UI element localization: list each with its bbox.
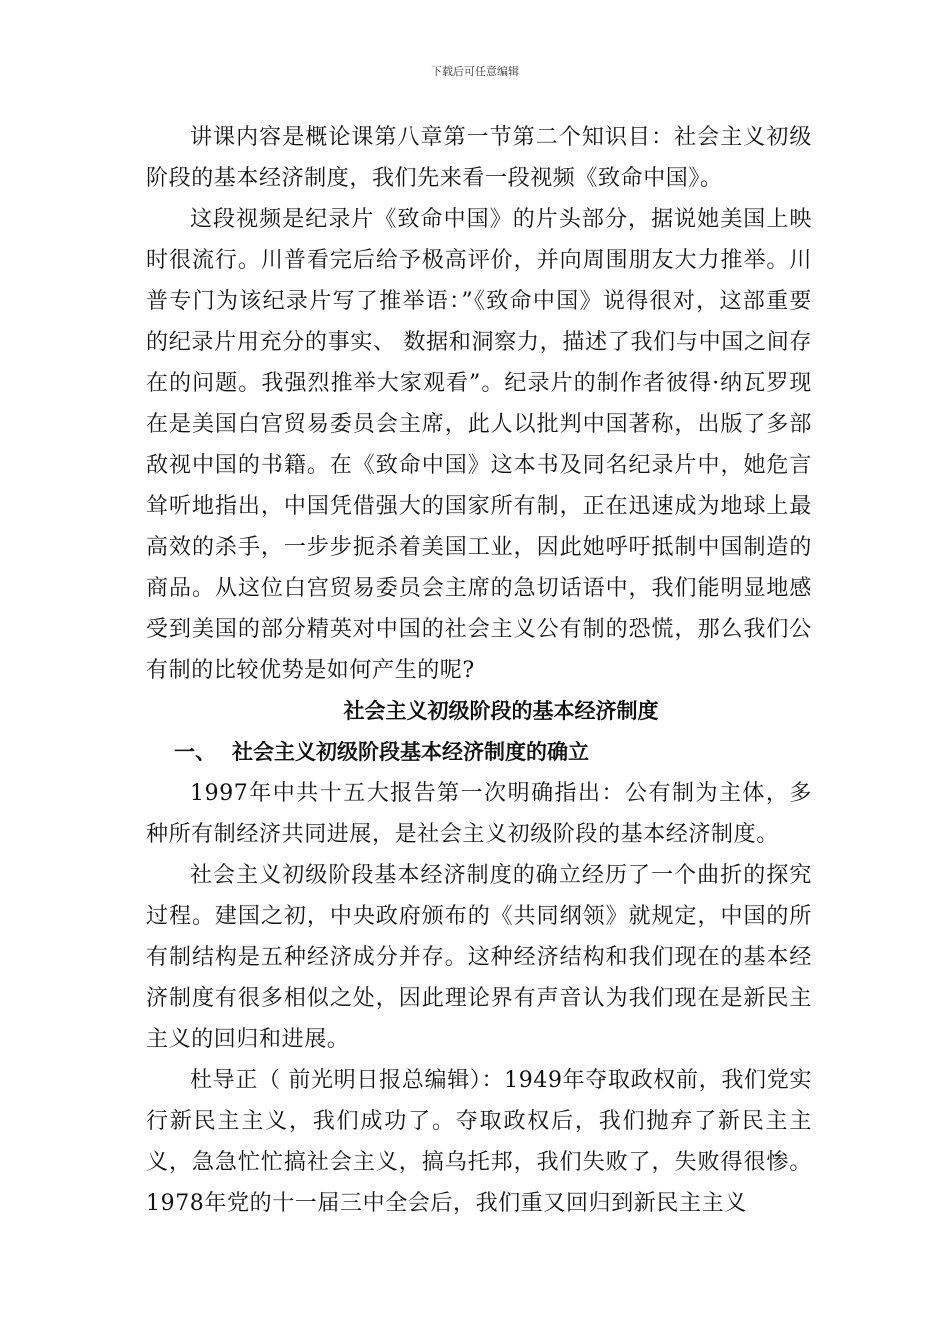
paragraph-documentary: 这段视频是纪录片《致命中国》的片头部分，据说她美国上映时很流行。川普看完后给予极高评价，并向周围朋友大力推举。川普专门为该纪录片写了推举语：”《致命中国》说得很对，这部重要的纪录片用充分的事实、 数据和洞察力，描述了我们与中国之间存在的问题。我强烈推举大家观看”。纪录片的制作者彼得·纳瓦罗现在是美国白宫贸易委员会主席，此人以批判中国著称，出版了多部敌视中国的书籍。在《致命中国》这本书及同名纪录片中，她危言耸听地指出，中国凭借强大的国家所有制，正在迅速成为地球上最高效的杀手，一步步扼杀着美国工业，因此她呼吁抵制中国制造的商品。从这位白宫贸易委员会主席的急切话语中，我们能明显地感受到美国的部分精英对中国的社会主义公有制的恐慌，那么我们公有制的比较优势是如何产生的呢? xyxy=(146,207,812,683)
paragraph-1997-report: 1997年中共十五大报告第一次明确指出：公有制为主体，多种所有制经济共同进展，是社会主义初级阶段的基本经济制度。 xyxy=(146,781,812,847)
page-header: 下载后可任意编辑 xyxy=(431,65,519,78)
paragraph-quote: 杜导正（ 前光明日报总编辑）：1949年夺取政权前，我们党实行新民主主义，我们成功了。夺取政权后，我们抛弃了新民主主义，急急忙忙搞社会主义，搞乌托邦，我们失败了，失败得很惨。1978年党的十一届三中全会后，我们重又回归到新民主主义 xyxy=(146,1068,812,1216)
document-body xyxy=(146,117,812,1224)
paragraph-intro: 讲课内容是概论课第八章第一节第二个知识目：社会主义初级阶段的基本经济制度，我们先来看一段视频《致命中国》。 xyxy=(146,125,812,191)
heading-number: 一、 xyxy=(174,740,216,764)
paragraph-history: 社会主义初级阶段基本经济制度的确立经历了一个曲折的探究过程。建国之初，中央政府颁布的《共同纲领》就规定，中国的所有制结构是五种经济成分并存。这种经济结构和我们现在的基本经济制度有很多相似之处，因此理论界有声音认为我们现在是新民主主义的回归和进展。 xyxy=(146,863,812,1052)
section-heading xyxy=(146,732,812,773)
heading-text: 社会主义初级阶段基本经济制度的确立 xyxy=(232,740,589,764)
section-title: 社会主义初级阶段的基本经济制度 xyxy=(343,699,659,723)
